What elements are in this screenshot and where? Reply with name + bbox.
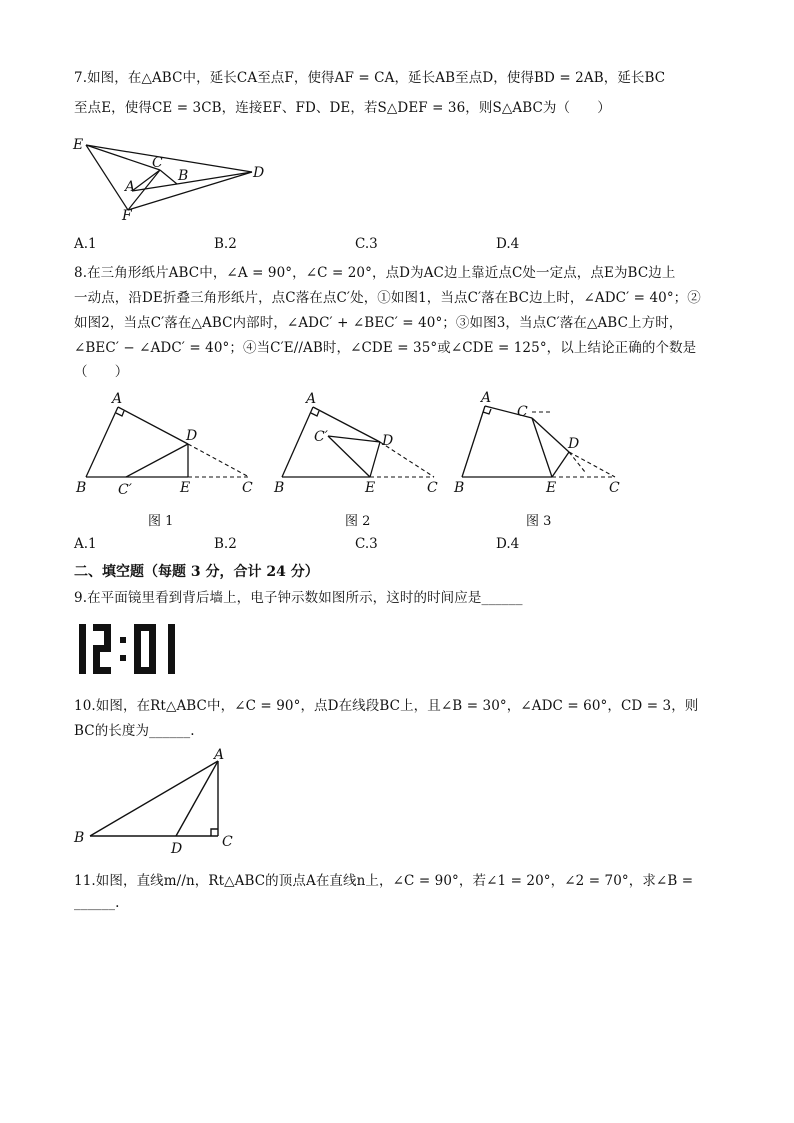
q7-line-2: 至点E，使得CE = 3CB，连接EF、FD、DE，若S△DEF = 36，则S△ABC为（ ） xyxy=(74,100,611,116)
fig2-label-cprime: C′ xyxy=(314,429,328,445)
q10-label-d: D xyxy=(171,841,183,857)
q8-caption-1: 图 1 xyxy=(148,514,174,529)
q9-digital-clock xyxy=(76,620,184,678)
fig2-label-e: E xyxy=(365,480,376,496)
fig1-label-d: D xyxy=(186,428,198,444)
fig2-label-b: B xyxy=(274,480,285,496)
q8-caption-2: 图 2 xyxy=(345,514,371,529)
q10-figure xyxy=(72,745,252,857)
fig1-label-e: E xyxy=(180,480,191,496)
fig1-label-c: C xyxy=(242,480,253,496)
q8-line-1: 8.在三角形纸片ABC中，∠A = 90°，∠C = 20°，点D为AC边上靠近点C处一定点，点E为BC边上 xyxy=(74,265,676,281)
section-title-fill-in: 二、填空题（每题 3 分，合计 24 分） xyxy=(74,564,319,580)
q7-option-d: D.4 xyxy=(496,236,520,252)
q8-option-d: D.4 xyxy=(496,536,520,552)
fig1-label-b: B xyxy=(76,480,87,496)
q8-line-4: ∠BEC′ − ∠ADC′ = 40°；④当C′E//AB时，∠CDE = 35°或∠CDE = 125°，以上结论正确的个数是 xyxy=(74,340,697,356)
q7-label-b: B xyxy=(178,168,189,184)
q8-figure-3 xyxy=(452,388,632,500)
q7-label-e: E xyxy=(73,137,84,153)
q8-figure-1 xyxy=(74,388,264,500)
fig2-label-c: C xyxy=(427,480,438,496)
q8-option-c: C.3 xyxy=(355,536,378,552)
q8-option-b: B.2 xyxy=(214,536,237,552)
fig3-label-c: C xyxy=(609,480,620,496)
q8-line-2: 一动点，沿DE折叠三角形纸片，点C落在点C′处，①如图1，当点C′落在BC边上时，∠ADC′ = 40°；② xyxy=(74,290,701,306)
fig3-label-e: E xyxy=(546,480,557,496)
fig1-label-a: A xyxy=(112,391,123,407)
q10-line-2: BC的长度为______. xyxy=(74,723,195,739)
q7-option-a: A.1 xyxy=(74,236,97,252)
q10-label-c: C xyxy=(222,834,233,850)
q11-line-2: ______. xyxy=(74,895,120,911)
fig3-label-a: A xyxy=(481,390,492,406)
q7-line-1: 7.如图，在△ABC中，延长CA至点F，使得AF = CA，延长AB至点D，使得BD = 2AB，延长BC xyxy=(74,70,666,86)
q7-label-a: A xyxy=(125,179,136,195)
fig2-label-a: A xyxy=(306,391,317,407)
fig3-label-d: D xyxy=(568,436,580,452)
fig3-label-b: B xyxy=(454,480,465,496)
q10-label-a: A xyxy=(214,747,225,763)
q10-label-b: B xyxy=(74,830,85,846)
q7-option-b: B.2 xyxy=(214,236,237,252)
q7-label-f: F xyxy=(122,208,132,224)
fig2-label-d: D xyxy=(382,433,394,449)
q8-line-3: 如图2，当点C′落在△ABC内部时，∠ADC′ + ∠BEC′ = 40°；③如图3，当点C′落在△ABC上方时， xyxy=(74,315,683,331)
q7-figure xyxy=(70,134,270,224)
fig3-label-c-top: C xyxy=(517,404,528,420)
q8-figure-2 xyxy=(272,388,452,500)
q8-line-5: （ ） xyxy=(74,364,129,380)
q11-line-1: 11.如图，直线m//n，Rt△ABC的顶点A在直线n上，∠C = 90°，若∠1 = 20°，∠2 = 70°，求∠B = xyxy=(74,873,694,889)
q10-line-1: 10.如图，在Rt△ABC中，∠C = 90°，点D在线段BC上，且∠B = 30°，∠ADC = 60°，CD = 3，则 xyxy=(74,698,699,714)
q7-label-d: D xyxy=(253,165,265,181)
q7-option-c: C.3 xyxy=(355,236,378,252)
q7-label-c: C xyxy=(152,155,163,171)
q8-option-a: A.1 xyxy=(74,536,97,552)
fig1-label-cprime: C′ xyxy=(118,482,132,498)
q9-line-1: 9.在平面镜里看到背后墙上，电子钟示数如图所示，这时的时间应是______ xyxy=(74,590,523,606)
q8-caption-3: 图 3 xyxy=(526,514,552,529)
